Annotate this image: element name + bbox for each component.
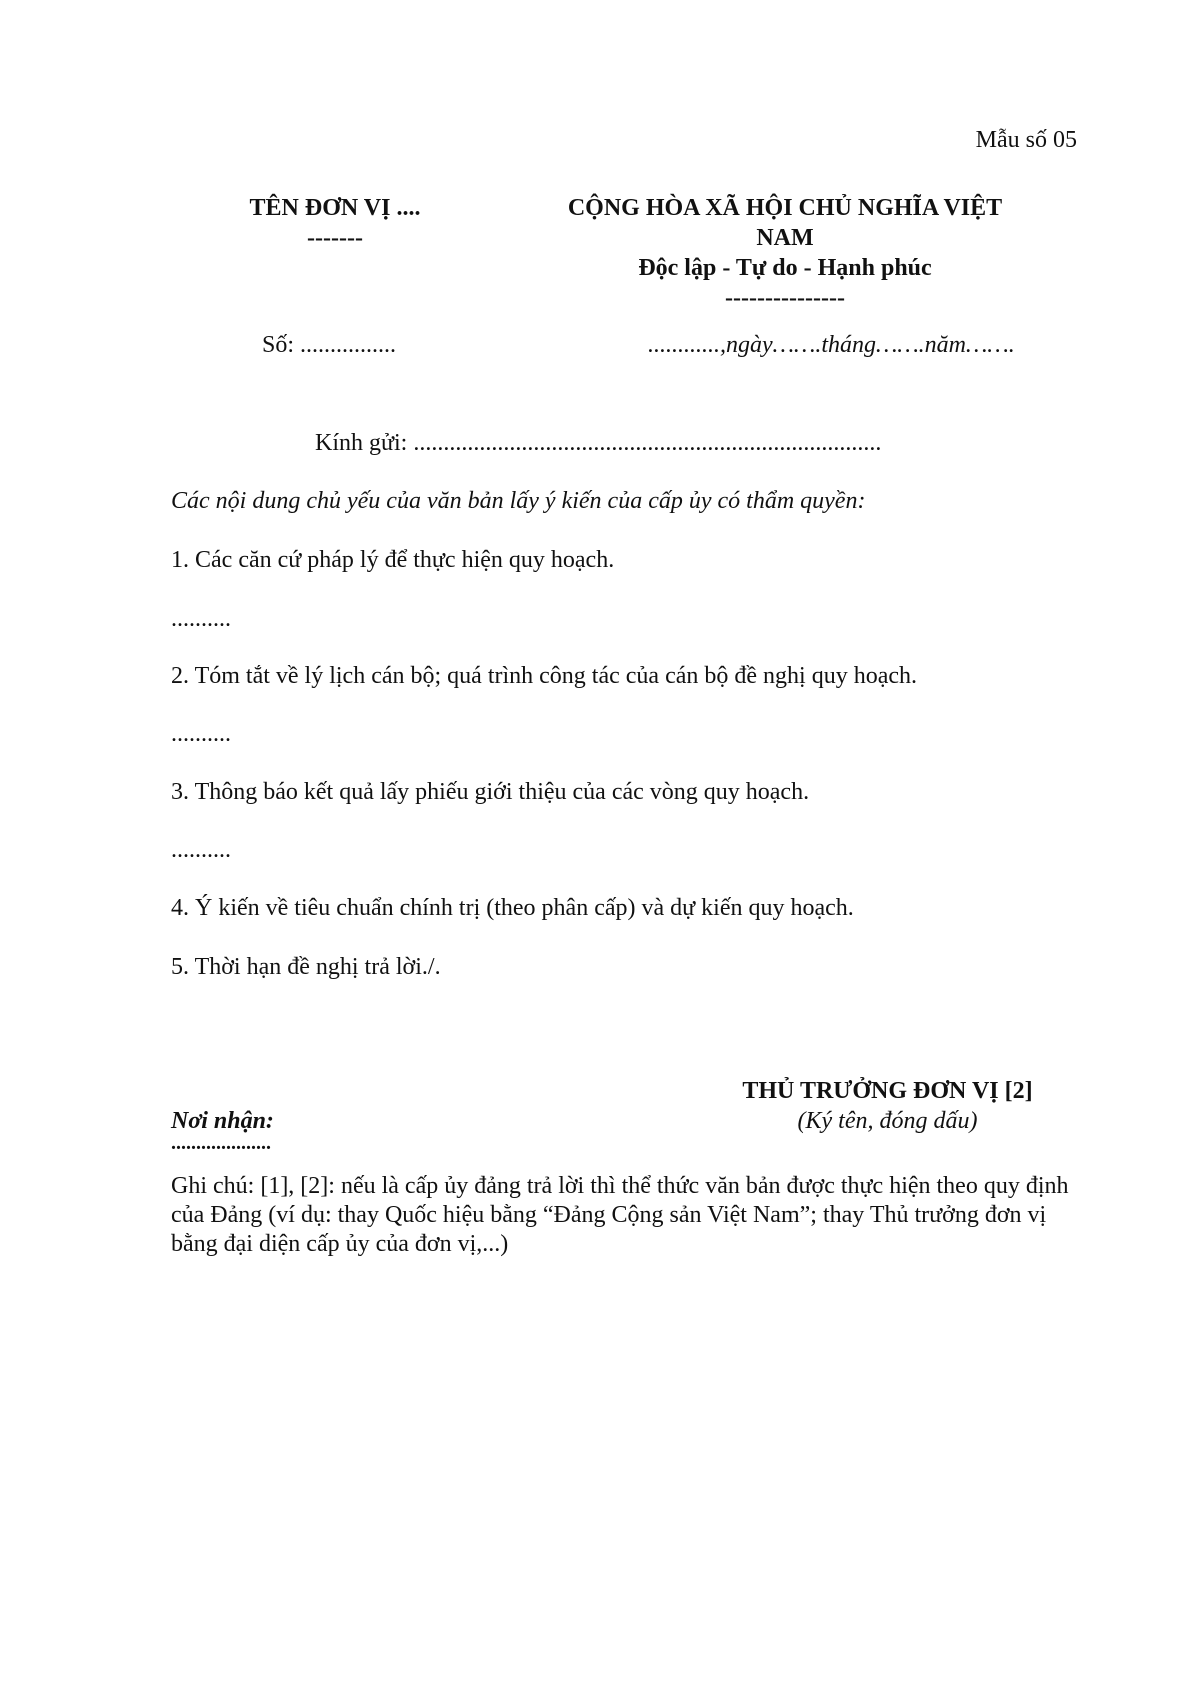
right-header-separator: --------------- <box>725 285 845 311</box>
left-header-separator: ------- <box>307 225 363 251</box>
recipient-line: Kính gửi: .............................................................................. <box>315 430 882 456</box>
content-item-5: 5. Thời hạn đề nghị trả lời./. <box>171 954 441 980</box>
intro-text: Các nội dung chủ yếu của văn bản lấy ý kiến của cấp ủy có thẩm quyền: <box>171 488 866 514</box>
signer-title: THỦ TRƯỞNG ĐƠN VỊ [2] <box>742 1078 1033 1104</box>
place-date: ............,ngày…….tháng…….năm……. <box>648 332 1015 358</box>
national-title-line-1: CỘNG HÒA XÃ HỘI CHỦ NGHĨA VIỆT <box>567 195 1003 221</box>
signer-block <box>660 1076 1115 1136</box>
unit-name: TÊN ĐƠN VỊ .... <box>249 195 421 221</box>
content-item-4: 4. Ý kiến về tiêu chuẩn chính trị (theo phân cấp) và dự kiến quy hoạch. <box>171 895 854 921</box>
left-header <box>210 193 460 253</box>
content-dots-3: .......... <box>171 837 231 863</box>
motto: Độc lập - Tự do - Hạnh phúc <box>638 255 932 281</box>
content-item-3: 3. Thông báo kết quả lấy phiếu giới thiệu của các vòng quy hoạch. <box>171 779 810 805</box>
recipients-label: Nơi nhận: <box>171 1108 274 1134</box>
content-item-2: 2. Tóm tắt về lý lịch cán bộ; quá trình công tác của cán bộ đề nghị quy hoạch. <box>171 663 918 689</box>
form-number: Mẫu số 05 <box>975 127 1077 153</box>
national-title-line-2: NAM <box>756 225 814 251</box>
doc-number: Số: ................ <box>262 332 397 358</box>
content-dots-2: .......... <box>171 721 231 747</box>
recipients-dots: .................... <box>171 1132 271 1154</box>
content-item-1: 1. Các căn cứ pháp lý để thực hiện quy hoạch. <box>171 547 615 573</box>
content-dots-1: .......... <box>171 606 231 632</box>
signer-instruction: (Ký tên, đóng dấu) <box>797 1108 978 1134</box>
right-header <box>520 193 1050 313</box>
note-text: Ghi chú: [1], [2]: nếu là cấp ủy đảng trả lời thì thể thức văn bản được thực hiện theo quy định của Đảng (ví dụ: thay Quốc hiệu bằng “Đảng Cộng sản Việt Nam”; thay Thủ trưởng đơn vị bằng đại diện cấp ủy của đơn vị,...) <box>171 1173 1069 1257</box>
